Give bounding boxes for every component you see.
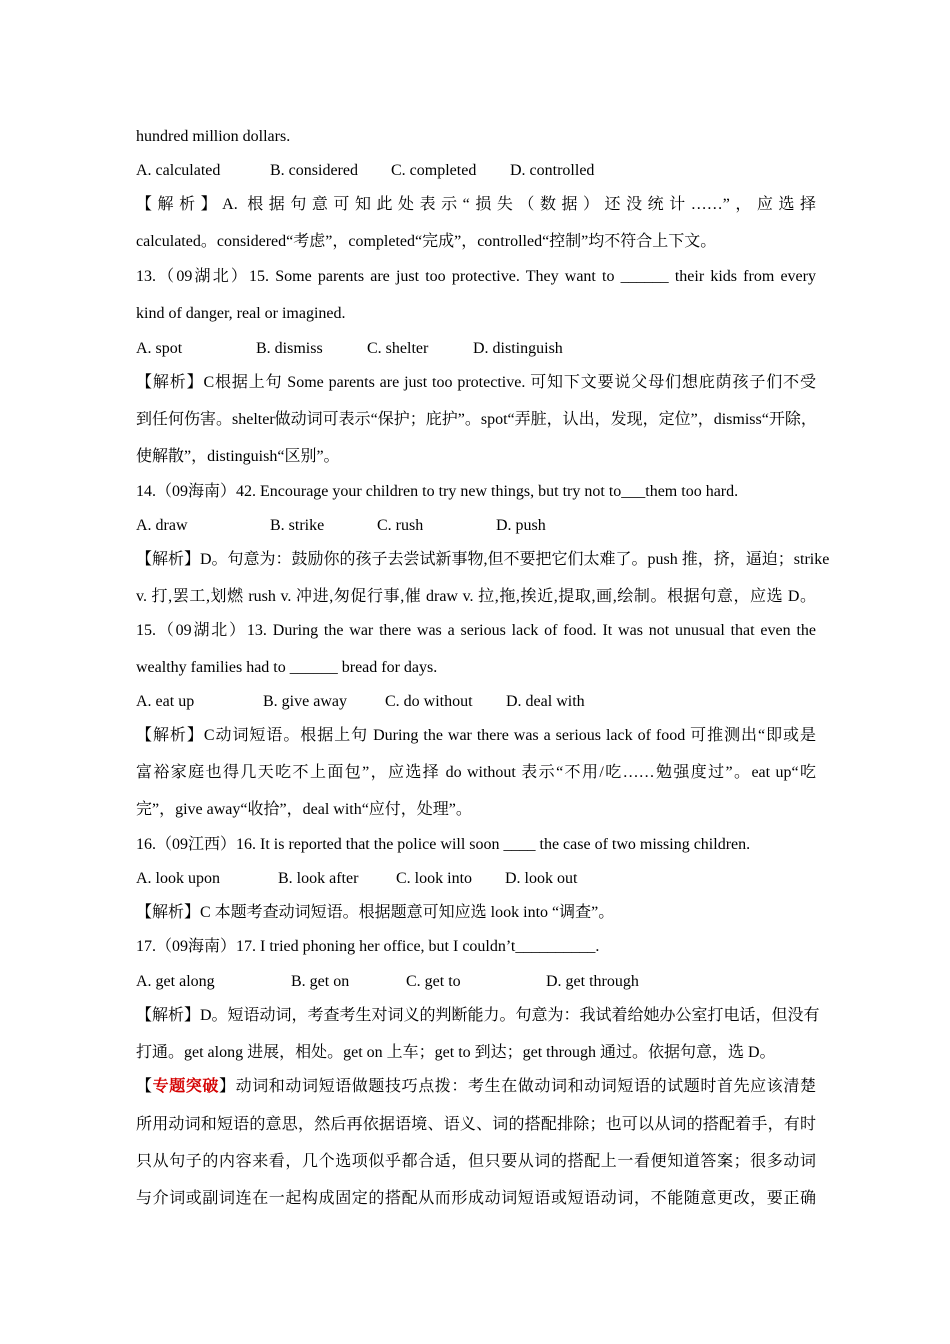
options-row	[136, 516, 816, 536]
options-row	[136, 869, 816, 889]
option-d: D. distinguish	[473, 340, 563, 357]
option-a: A. draw	[136, 517, 188, 534]
option-d: D. look out	[505, 870, 578, 887]
option-c: C. do without	[385, 693, 473, 710]
option-c: C. shelter	[367, 340, 429, 357]
special-section-text: 】动词和动词短语做题技巧点拨：考生在做动词和动词短语的试题时首先应该清楚	[219, 1078, 816, 1095]
option-b: B. dismiss	[256, 340, 323, 357]
option-a: A. eat up	[136, 693, 195, 710]
tips-line: 与介词或副词连在一起构成固定的搭配从而形成动词短语或短语动词，不能随意更改，要正确	[136, 1190, 816, 1207]
options-row	[136, 972, 816, 992]
option-b: B. look after	[278, 870, 359, 887]
analysis-line: 使解散”，distinguish“区别”。	[136, 448, 340, 465]
text-line: hundred million dollars.	[136, 128, 291, 145]
analysis-line: 【解析】C动词短语。根据上句 During the war there was a serious lack of food 可推测出“即或是	[136, 727, 816, 744]
options-row	[136, 692, 816, 712]
option-d: D. controlled	[510, 162, 595, 179]
question-line: kind of danger, real or imagined.	[136, 305, 346, 322]
analysis-line: 完”，give away“收拾”，deal with“应付，处理”。	[136, 801, 472, 818]
tips-line: 所用动词和短语的意思，然后再依据语境、语义、词的搭配排除；也可以从词的搭配着手，有时	[136, 1116, 816, 1133]
analysis-line: 【解析】D。短语动词，考查考生对词义的判断能力。句意为：我试着给她办公室打电话，但没有	[136, 1007, 820, 1024]
special-bracket-open: 【	[136, 1078, 153, 1095]
option-d: D. get through	[546, 973, 639, 990]
option-b: B. considered	[270, 162, 358, 179]
option-d: D. deal with	[506, 693, 585, 710]
option-b: B. strike	[270, 517, 325, 534]
options-row	[136, 339, 816, 359]
option-b: B. give away	[263, 693, 347, 710]
option-c: C. rush	[377, 517, 424, 534]
analysis-line: 【解析】C根据上句 Some parents are just too protective. 可知下文要说父母们想庇荫孩子们不受	[136, 374, 816, 391]
options-row	[136, 161, 816, 181]
question-line: 17.（09海南）17. I tried phoning her office, but I couldn’t__________.	[136, 938, 600, 955]
analysis-line: v. 打,罢工,划燃 rush v. 冲进,匆促行事,催 draw v. 拉,拖,挨近,提取,画,绘制。根据句意，应选 D。	[136, 588, 816, 605]
option-d: D. push	[496, 517, 546, 534]
special-section-label: 专题突破	[152, 1078, 220, 1095]
tips-line: 只从句子的内容来看，几个选项似乎都合适，但只要从词的搭配上一看便知道答案；很多动词	[136, 1153, 816, 1170]
option-c: C. look into	[396, 870, 473, 887]
special-section-line	[136, 1077, 816, 1097]
option-c: C. completed	[391, 162, 477, 179]
option-a: A. calculated	[136, 162, 221, 179]
question-line: 16.（09江西）16. It is reported that the police will soon ____ the case of two missing children.	[136, 836, 751, 853]
analysis-line: 富裕家庭也得几天吃不上面包”，应选择 do without 表示“不用/吃……勉强度过”。eat up“吃	[136, 764, 816, 781]
question-line: 14.（09海南）42. Encourage your children to try new things, but try not to___them too hard.	[136, 483, 739, 500]
option-a: A. get along	[136, 973, 215, 990]
analysis-line: 【解析】A. 根据句意可知此处表示“损失（数据）还没统计……”，应选择	[136, 196, 816, 213]
question-line: 13.（09湖北）15. Some parents are just too protective. They want to ______ their kids from every	[136, 268, 816, 285]
analysis-line: 【解析】C 本题考查动词短语。根据题意可知应选 look into “调查”。	[136, 904, 615, 921]
option-a: A. look upon	[136, 870, 220, 887]
option-b: B. get on	[291, 973, 350, 990]
question-line: 15.（09湖北）13. During the war there was a serious lack of food. It was not unusual that even the	[136, 622, 816, 639]
analysis-line: 【解析】D。句意为：鼓励你的孩子去尝试新事物,但不要把它们太难了。push 推，挤，逼迫；strike	[136, 551, 830, 568]
analysis-line: calculated。considered“考虑”，completed“完成”，controlled“控制”均不符合上下文。	[136, 233, 717, 250]
question-line: wealthy families had to ______ bread for days.	[136, 659, 438, 676]
option-a: A. spot	[136, 340, 183, 357]
analysis-line: 到任何伤害。shelter做动词可表示“保护；庇护”。spot“弄脏，认出，发现，定位”，dismiss“开除，	[136, 411, 817, 428]
option-c: C. get to	[406, 973, 461, 990]
analysis-line: 打通。get along 进展，相处。get on 上车；get to 到达；get through 通过。依据句意，选 D。	[136, 1044, 776, 1061]
